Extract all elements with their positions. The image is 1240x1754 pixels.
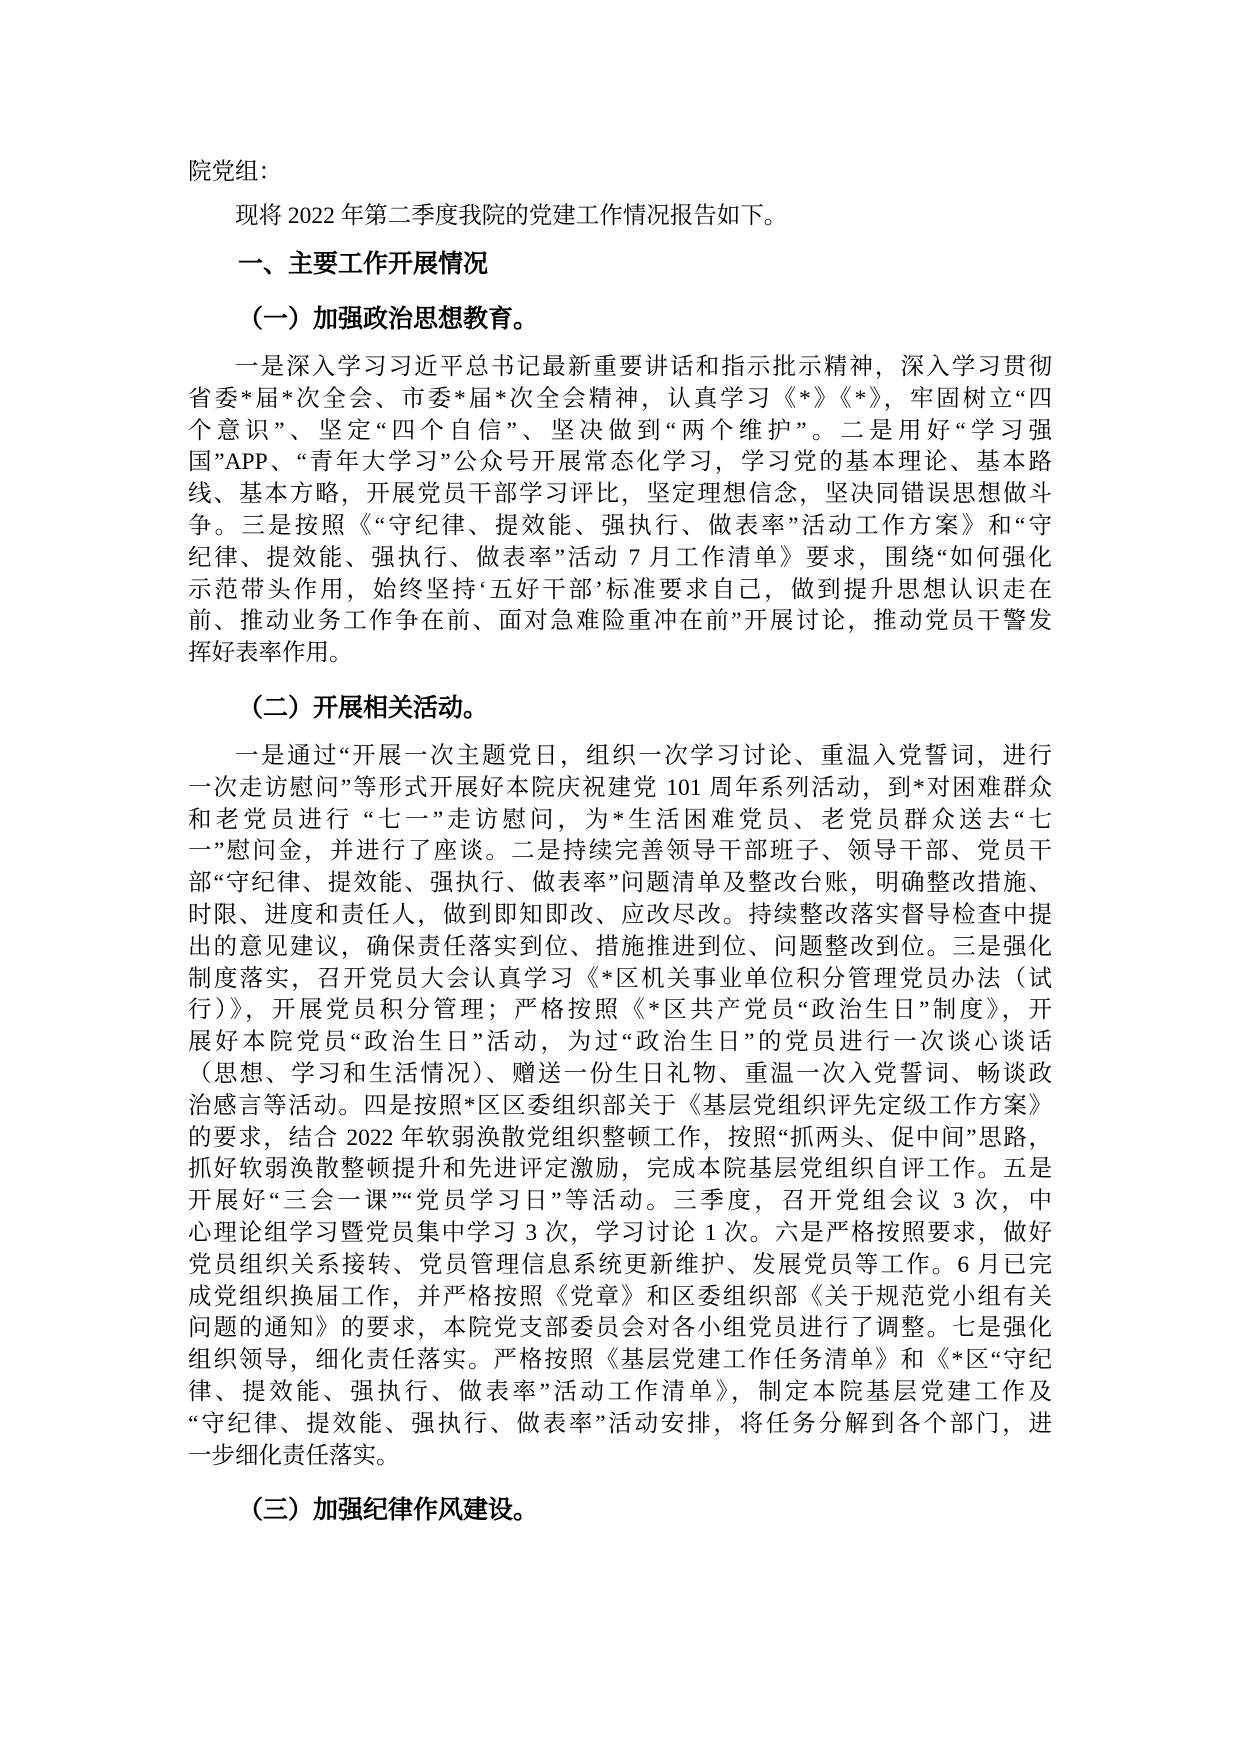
text-line: 线、基本方略，开展党员干部学习评比，坚定理想信念，坚决同错误思想做斗 <box>188 481 1052 508</box>
text-line: 一”慰问金，并进行了座谈。二是持续完善领导干部班子、领导干部、党员干 <box>188 838 1052 865</box>
text-line: 党员组织关系接转、党员管理信息系统更新维护、发展党员等工作。6 月已完 <box>188 1251 1052 1278</box>
text-line: 心理论组学习暨党员集中学习 3 次，学习讨论 1 次。六是严格按照要求，做好 <box>188 1219 1052 1246</box>
text-line: 挥好表率作用。 <box>188 640 353 667</box>
text-line: 展好本院党员“政治生日”活动，为过“政治生日”的党员进行一次谈心谈话 <box>188 1029 1052 1056</box>
text-line: 治感言等活动。四是按照*区区委组织部关于《基层党组织评先定级工作方案》 <box>188 1092 1052 1119</box>
text-line: 一是深入学习习近平总书记最新重要讲话和指示批示精神，深入学习贯彻 <box>235 354 1052 380</box>
text-line: 部“守纪律、提效能、强执行、做表率”问题清单及整改台账，明确整改措施、 <box>188 870 1052 897</box>
text-line: 国”APP、“青年大学习”公众号开展常态化学习，学习党的基本理论、基本路 <box>188 449 1052 476</box>
salutation: 院党组： <box>188 159 282 185</box>
text-line: 争。三是按照《“守纪律、提效能、强执行、做表率”活动工作方案》和“守 <box>188 512 1052 539</box>
section-heading: （二）开展相关活动。 <box>238 693 489 722</box>
text-line: 个意识”、坚定“四个自信”、坚决做到“两个维护”。二是用好“学习强 <box>188 417 1052 444</box>
body-paragraph <box>188 741 1052 1472</box>
section-heading: （一）加强政治思想教育。 <box>238 305 539 333</box>
text-line: 前、推动业务工作争在前、面对急难险重冲在前”开展讨论，推动党员干警发 <box>188 608 1052 635</box>
text-line: “守纪律、提效能、强执行、做表率”活动安排，将任务分解到各个部门，进 <box>188 1410 1052 1437</box>
intro-paragraph: 现将 2022 年第二季度我院的党建工作情况报告如下。 <box>235 203 788 229</box>
text-line: 的要求，结合 2022 年软弱涣散党组织整顿工作，按照“抓两头、促中间”思路， <box>188 1124 1052 1151</box>
section-heading: （三）加强纪律作风建设。 <box>238 1496 539 1525</box>
text-line: 省委*届*次全会、市委*届*次全会精神，认真学习《*》《*》，牢固树立“四 <box>188 385 1052 412</box>
text-line: 成党组织换届工作，并严格按照《党章》和区委组织部《关于规范党小组有关 <box>188 1283 1052 1310</box>
text-line: 开展好“三会一课”“党员学习日”等活动。三季度，召开党组会议 3 次，中 <box>188 1188 1052 1215</box>
text-line: 和老党员进行 “七一”走访慰问，为*生活困难党员、老党员群众送去“七 <box>188 806 1052 833</box>
text-line: （思想、学习和生活情况）、赠送一份生日礼物、重温一次入党誓词、畅谈政 <box>188 1060 1052 1087</box>
text-line: 纪律、提效能、强执行、做表率”活动 7 月工作清单》要求，围绕“如何强化 <box>188 544 1052 571</box>
text-line: 行）》，开展党员积分管理；严格按照《*区共产党员“政治生日”制度》，开 <box>188 997 1052 1024</box>
text-line: 一是通过“开展一次主题党日，组织一次学习讨论、重温入党誓词，进行 <box>235 742 1052 769</box>
text-line: 时限、进度和责任人，做到即知即改、应改尽改。持续整改落实督导检查中提 <box>188 901 1052 928</box>
document-body <box>188 248 1052 1527</box>
text-line: 律、提效能、强执行、做表率”活动工作清单》，制定本院基层党建工作及 <box>188 1378 1052 1405</box>
body-paragraph <box>188 352 1052 670</box>
text-line: 示范带头作用，始终坚持‘五好干部’标准要求自己，做到提升思想认识走在 <box>188 576 1052 603</box>
text-line: 问题的通知》的要求，本院党支部委员会对各小组党员进行了调整。七是强化 <box>188 1315 1052 1342</box>
text-line: 一步细化责任落实。 <box>188 1442 400 1469</box>
text-line: 抓好软弱涣散整顿提升和先进评定激励，完成本院基层党组织自评工作。五是 <box>188 1156 1052 1183</box>
text-line: 出的意见建议，确保责任落实到位、措施推进到位、问题整改到位。三是强化 <box>188 933 1052 960</box>
section-heading: 一、主要工作开展情况 <box>238 250 489 278</box>
text-line: 组织领导，细化责任落实。严格按照《基层党建工作任务清单》和《*区“守纪 <box>188 1347 1052 1374</box>
text-line: 制度落实，召开党员大会认真学习《*区机关事业单位积分管理党员办法（试 <box>188 965 1052 992</box>
text-line: 一次走访慰问”等形式开展好本院庆祝建党 101 周年系列活动，到*对困难群众 <box>188 774 1052 801</box>
